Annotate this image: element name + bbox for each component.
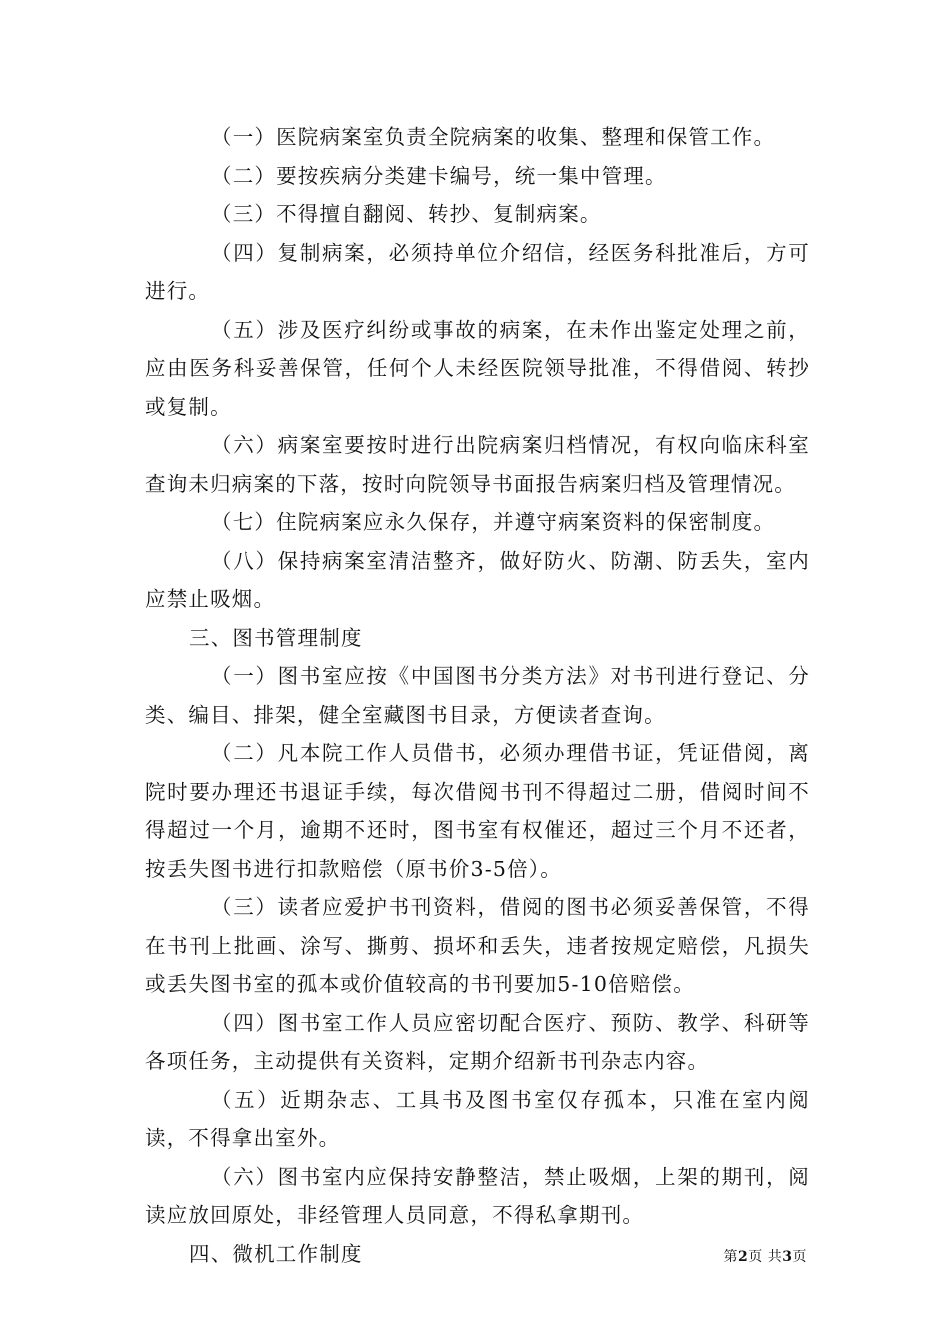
- paragraph-item-7: （七）住院病案应永久保存，并遵守病案资料的保密制度。: [211, 510, 776, 534]
- document-body: [145, 118, 810, 1273]
- paragraph-item-1: （一）医院病案室负责全院病案的收集、整理和保管工作。: [211, 125, 776, 149]
- footer-total-pages: 3: [782, 1249, 793, 1265]
- paragraph-item-3: （三）不得擅自翻阅、转抄、复制病案。: [211, 202, 602, 226]
- footer-page-number: 2: [738, 1249, 749, 1265]
- section-heading-computer: 四、微机工作制度: [189, 1241, 363, 1266]
- footer-suffix: 页: [792, 1249, 807, 1265]
- paragraph-item-6: （六）病案室要按时进行出院病案归档情况，有权向临床科室查询未归病案的下落，按时向院领导书面报告病案归档及管理情况。: [145, 433, 810, 496]
- page-footer: [724, 1246, 807, 1266]
- library-rule-3: （三）读者应爱护书刊资料，借阅的图书必须妥善保管，不得在书刊上批画、涂写、撕剪、损坏和丢失，违者按规定赔偿，凡损失或丢失图书室的孤本或价值较高的书刊要加5-10倍赔偿。: [145, 895, 810, 996]
- footer-prefix: 第: [723, 1249, 739, 1265]
- paragraph-item-8: （八）保持病案室清洁整齐，做好防火、防潮、防丢失，室内应禁止吸烟。: [145, 548, 810, 611]
- section-heading-library: 三、图书管理制度: [189, 625, 363, 650]
- library-rule-1: （一）图书室应按《中国图书分类方法》对书刊进行登记、分类、编目、排架，健全室藏图书目录，方便读者查询。: [145, 664, 810, 727]
- paragraph-item-5: （五）涉及医疗纠纷或事故的病案，在未作出鉴定处理之前，应由医务科妥善保管，任何个人未经医院领导批准，不得借阅、转抄或复制。: [145, 317, 810, 419]
- library-rule-6: （六）图书室内应保持安静整洁，禁止吸烟，上架的期刊，阅读应放回原处，非经管理人员同意，不得私拿期刊。: [145, 1164, 810, 1227]
- footer-middle: 页 共: [748, 1249, 783, 1265]
- library-rule-2: （二）凡本院工作人员借书，必须办理借书证，凭证借阅，离院时要办理还书退证手续，每次借阅书刊不得超过二册，借阅时间不得超过一个月，逾期不还时，图书室有权催还，超过三个月不还者，按丢失图书进行扣款赔偿（原书价3-5倍）。: [145, 741, 810, 881]
- library-rule-4: （四）图书室工作人员应密切配合医疗、预防、教学、科研等各项任务，主动提供有关资料，定期介绍新书刊杂志内容。: [145, 1010, 810, 1073]
- library-rule-5: （五）近期杂志、工具书及图书室仅存孤本，只准在室内阅读，不得拿出室外。: [145, 1087, 810, 1150]
- paragraph-item-4: （四）复制病案，必须持单位介绍信，经医务科批准后，方可进行。: [145, 240, 810, 303]
- paragraph-item-2: （二）要按疾病分类建卡编号，统一集中管理。: [211, 163, 667, 188]
